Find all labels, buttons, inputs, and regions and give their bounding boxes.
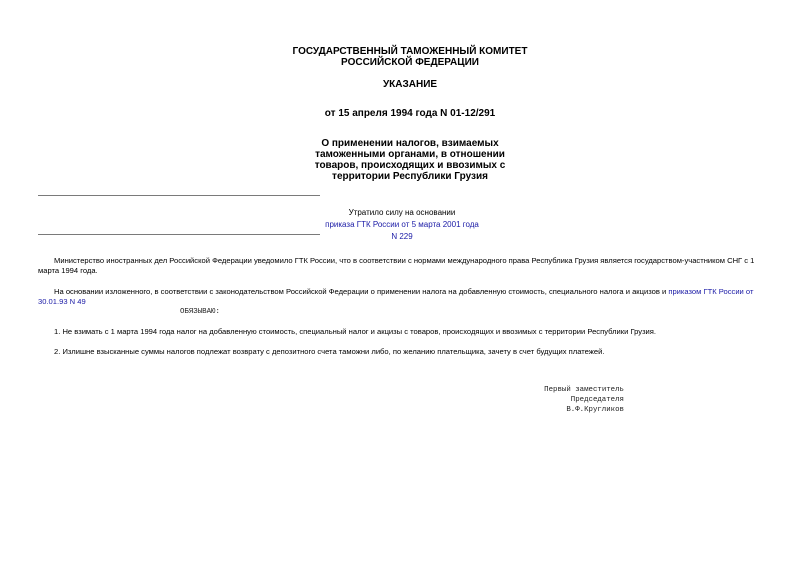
- paragraph-basis-text: На основании изложенного, в соответствии с законодательством Российской Федерации о применении налога на добавленную стоимость, специального налога и акцизов и: [54, 287, 669, 296]
- list-item-2: 2. Излишне взысканные суммы налогов подлежат возврату с депозитного счета таможни либо, по желанию плательщика, зачету в счет будущих платежей.: [54, 347, 605, 356]
- list-item-1: 1. Не взимать с 1 марта 1994 года налог на добавленную стоимость, специальный налог и акцизы с товаров, происходящих и ввозимых с территории Республики Грузия.: [54, 327, 657, 336]
- repeal-order-link[interactable]: приказа ГТК России от 5 марта 2001 года N 229: [325, 220, 479, 241]
- doc-type: УКАЗАНИЕ: [382, 79, 438, 90]
- status-block: [322, 207, 482, 243]
- doc-date-number: от 15 апреля 1994 года N 01-12/291: [324, 108, 496, 119]
- org-name-line1: ГОСУДАРСТВЕННЫЙ ТАМОЖЕННЫЙ КОМИТЕТ: [292, 46, 528, 57]
- org-name-line2: РОССИЙСКОЙ ФЕДЕРАЦИИ: [341, 57, 479, 68]
- doc-title-line4: территории Республики Грузия: [332, 171, 488, 182]
- paragraph-intro: Министерство иностранных дел Российской Федерации уведомило ГТК России, что в соответствии с нормами международного права Республика Грузия является государством-участником СНГ с 1 марта 1994 года.: [38, 256, 755, 275]
- signature-position-2: Председателя: [570, 396, 624, 404]
- doc-title-line2: таможенными органами, в отношении: [315, 149, 505, 160]
- obligate-heading: ОБЯЗЫВАЮ:: [180, 308, 220, 316]
- status-label: Утратило силу на основании: [348, 208, 456, 217]
- doc-title: [200, 138, 620, 182]
- signature-position: Первый заместитель: [544, 386, 624, 394]
- org-name: [200, 46, 620, 68]
- divider-bottom: [38, 234, 320, 235]
- divider-top: [38, 195, 320, 196]
- paragraph-basis: [38, 287, 773, 307]
- doc-title-line1: О применении налогов, взимаемых: [321, 138, 499, 149]
- signature-block: [530, 385, 624, 415]
- signature-name: В.Ф.Кругликов: [566, 406, 624, 414]
- doc-title-line3: товаров, происходящих и ввозимых с: [314, 160, 506, 171]
- gtk-order-49-link[interactable]: приказом ГТК России от 30.01.93 N 49: [38, 287, 754, 306]
